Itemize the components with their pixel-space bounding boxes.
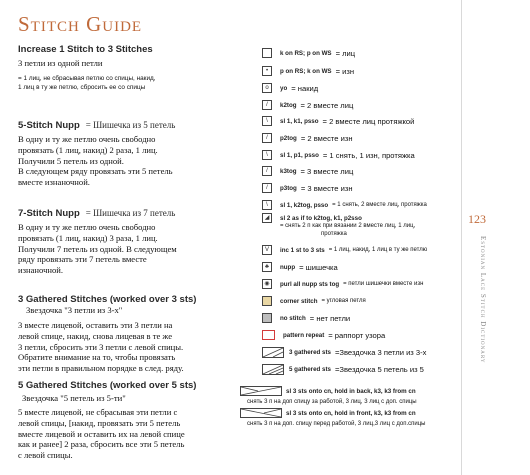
legend-row: ♣ nupp = шишечка bbox=[262, 260, 338, 274]
pattern-repeat-swatch-icon bbox=[262, 330, 275, 340]
legend-row-note: снять 3 п на доп. спицу перед работой, 3 лиц,3 лиц с доп.спицы bbox=[247, 421, 426, 427]
legend-row: no stitch = нет петли bbox=[262, 311, 350, 325]
section-heading-5-gathered: 5 Gathered Stitches (worked over 5 sts) bbox=[18, 380, 197, 391]
legend-row-note: протяжка bbox=[321, 231, 347, 237]
legend-row: \ sl 1, p1, psso = 1 снять, 1 изн, протяжка bbox=[262, 148, 415, 162]
page-number: 123 bbox=[468, 212, 486, 226]
section-text-7-nupp: В одну и ту же петлю очень свободно провязать (1 лиц, накид) 3 раза, 1 лиц. Получили 7 петель из одной. В следующем ряду провязать эти 7 петель вместе изнаночной. bbox=[18, 222, 177, 276]
legend-row-note: = снять 2 п как при вязании 2 вместе лиц, 1 лиц, bbox=[280, 223, 416, 229]
section-text-3-gathered: 3 вместе лицевой, оставить эти 3 петли на левой спице, накид, снова лицевая в те же 3 петли, сбросить эти 3 петли с левой спицы. Обратите внимание на то, чтобы провязать эти петли в правильном порядке в след. ряду. bbox=[18, 320, 184, 374]
legend-row: \ sl 1, k1, psso = 2 вместе лиц протяжкой bbox=[262, 114, 414, 128]
no-stitch-swatch-icon bbox=[262, 313, 272, 323]
legend-row: sl 3 sts onto cn, hold in front, k3, k3 from cn bbox=[240, 408, 416, 418]
legend-row: pattern repeat = раппорт узора bbox=[262, 328, 385, 342]
section-text-5-nupp: В одну и ту же петлю очень свободно провязать (1 лиц, накид) 2 раза, 1 лиц. Получили 5 петель из одной. В следующем ряду провязать эти 5 петель вместе изнаночной. bbox=[18, 134, 173, 188]
3-gathered-symbol-icon bbox=[262, 347, 284, 358]
running-head: Estonian Lace Stitch Dictionary bbox=[479, 236, 487, 364]
section-heading-increase: Increase 1 Stitch to 3 Stitches bbox=[18, 44, 153, 55]
legend-row: / p2tog = 2 вместе изн bbox=[262, 131, 353, 145]
page-divider bbox=[461, 0, 462, 475]
legend-row: 5 gathered sts =Звездочка 5 петель из 5 bbox=[262, 362, 424, 376]
yarn-over-symbol-icon: o bbox=[262, 83, 272, 93]
section-heading-3-gathered: 3 Gathered Stitches (worked over 3 sts) bbox=[18, 294, 197, 305]
k3tog-symbol-icon: / bbox=[262, 166, 272, 176]
legend-row: • p on RS; k on WS = изн bbox=[262, 64, 354, 78]
legend-row: / p3tog = 3 вместе изн bbox=[262, 181, 353, 195]
legend-row: ◉ purl all nupp sts tog = петли шишечки вместе изн bbox=[262, 277, 423, 291]
section-note-increase: = 1 лиц, не сбрасывая петлю со спицы, накид, 1 лиц в ту же петлю, сбросить ее со спицы bbox=[18, 75, 156, 91]
right-cable-symbol-icon bbox=[240, 386, 282, 396]
k2tog-symbol-icon: / bbox=[262, 100, 272, 110]
legend-row-note: снять 3 п на доп спицу за работой, 3 лиц, 3 лиц с доп. спицы bbox=[247, 399, 417, 405]
page-title: Stitch Guide bbox=[18, 12, 143, 36]
legend-row: \ sl 1, k2tog, psso = 1 снять, 2 вместе лиц, протяжка bbox=[262, 198, 427, 212]
sl1-p1-psso-symbol-icon: \ bbox=[262, 150, 272, 160]
legend-row: k on RS; p on WS = лиц bbox=[262, 46, 355, 60]
section-subheading-5-gathered: Звездочка "5 петель из 5-ти" bbox=[22, 393, 126, 403]
purl-symbol-icon: • bbox=[262, 66, 272, 76]
legend-row: o yo = накид bbox=[262, 81, 318, 95]
p2tog-symbol-icon: / bbox=[262, 133, 272, 143]
p3tog-symbol-icon: / bbox=[262, 183, 272, 193]
legend-row: / k3tog = 3 вместе лиц bbox=[262, 164, 353, 178]
section-text-5-gathered: 5 вместе лицевой, не сбрасывая эти петли с левой спицы, [накид, провязать эти 5 петель вместе лицевой и оставить их на левой спице как и ранее] 2 раза, сбросить все эти 5 петель с левой спицы. bbox=[18, 407, 185, 461]
section-text-increase: 3 петли из одной петли bbox=[18, 58, 103, 68]
legend-row: corner stitch = угловая петля bbox=[262, 294, 366, 308]
ssk-symbol-icon: \ bbox=[262, 116, 272, 126]
purl-nupp-symbol-icon: ◉ bbox=[262, 279, 272, 289]
legend-row: sl 3 sts onto cn, hold in back, k3, k3 from cn bbox=[240, 386, 416, 396]
sk2p-symbol-icon: \ bbox=[262, 200, 272, 210]
5-gathered-symbol-icon bbox=[262, 364, 284, 375]
legend-row: / k2tog = 2 вместе лиц bbox=[262, 98, 353, 112]
section-heading-7-nupp: 7-Stitch Nupp = Шишечка из 7 петель bbox=[18, 208, 176, 219]
increase-symbol-icon: V bbox=[262, 245, 272, 255]
knit-symbol-icon bbox=[262, 48, 272, 58]
left-cable-symbol-icon bbox=[240, 408, 282, 418]
legend-row: ◢ sl 2 as if to k2tog, k1, p2sso bbox=[262, 213, 362, 223]
section-subheading-3-gathered: Звездочка "3 петли из 3-х" bbox=[26, 305, 123, 315]
legend-row: 3 gathered sts =Звездочка 3 петли из 3-х bbox=[262, 345, 426, 359]
nupp-symbol-icon: ♣ bbox=[262, 262, 272, 272]
corner-stitch-swatch-icon bbox=[262, 296, 272, 306]
legend-row: V inc 1 st to 3 sts = 1 лиц, накид, 1 лиц в ту же петлю bbox=[262, 243, 427, 257]
section-heading-5-nupp: 5-Stitch Nupp = Шишечка из 5 петель bbox=[18, 120, 176, 131]
central-double-decrease-symbol-icon: ◢ bbox=[262, 213, 272, 223]
